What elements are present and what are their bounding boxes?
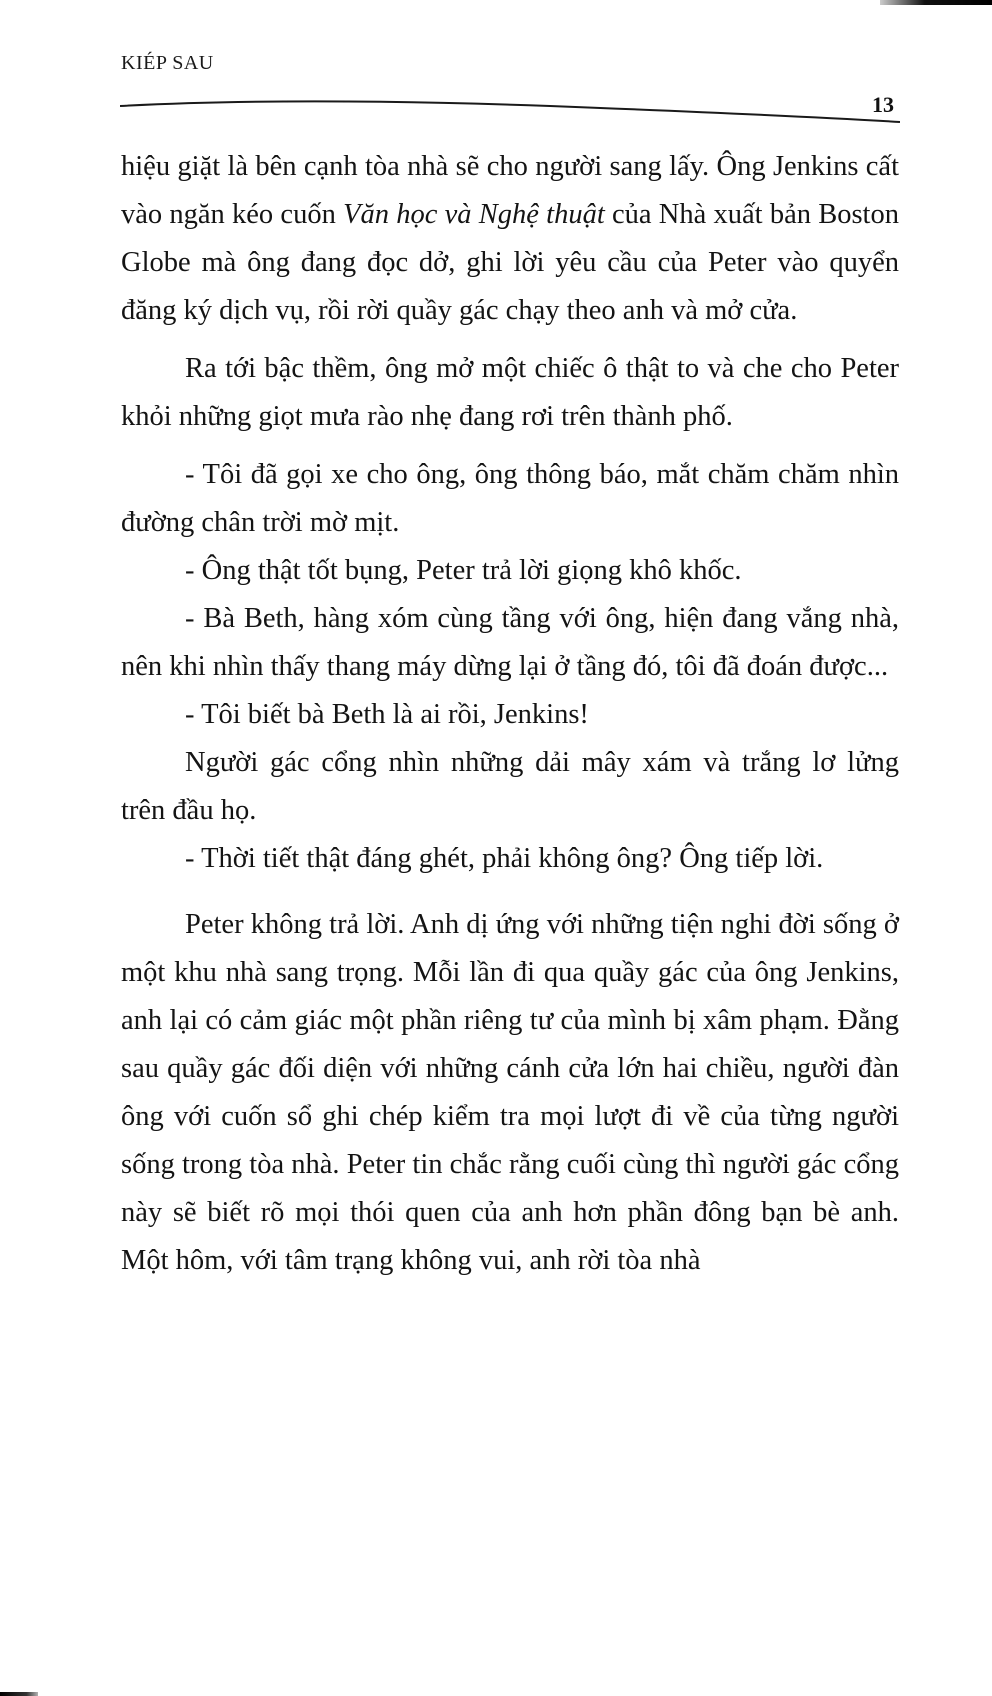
scan-edge-shadow-top <box>880 0 992 5</box>
paragraph-8-dialogue: - Thời tiết thật đáng ghét, phải không ông? Ông tiếp lời. <box>185 843 824 874</box>
page-body-text <box>121 143 899 1285</box>
header-rule-divider <box>120 100 900 124</box>
book-title-italic: Văn học và Nghệ thuật <box>343 199 605 230</box>
paragraph-4-dialogue: - Ông thật tốt bụng, Peter trả lời giọng khô khốc. <box>185 555 742 586</box>
paragraph-2: Ra tới bậc thềm, ông mở một chiếc ô thật to và che cho Peter khỏi những giọt mưa rào nhẹ đang rơi trên thành phố. <box>121 353 899 432</box>
paragraph-3-dialogue: - Tôi đã gọi xe cho ông, ông thông báo, mắt chăm chăm nhìn đường chân trời mờ mịt. <box>121 459 899 538</box>
paragraph-1-text-a: hiệu giặt là bên cạnh tòa nhà sẽ cho người sang lấy. Ông Jenkins cất vào ngăn kéo cuốn <box>121 151 899 230</box>
scan-edge-shadow-bottom <box>0 1692 38 1696</box>
page-number: 13 <box>872 92 894 117</box>
paragraph-7: Người gác cổng nhìn những dải mây xám và trắng lơ lửng trên đầu họ. <box>121 747 899 826</box>
paragraph-6-dialogue: - Tôi biết bà Beth là ai rồi, Jenkins! <box>185 699 589 730</box>
paragraph-5-dialogue: - Bà Beth, hàng xóm cùng tầng với ông, hiện đang vắng nhà, nên khi nhìn thấy thang máy dừng lại ở tầng đó, tôi đã đoán được... <box>121 603 899 682</box>
running-head-title: KIÉP SAU <box>121 52 214 74</box>
paragraph-1 <box>121 143 899 335</box>
paragraph-1-text-b: của Nhà xuất bản Boston Globe mà ông đang đọc dở, ghi lời yêu cầu của Peter vào quyển đăng ký dịch vụ, rồi rời quầy gác chạy theo anh và mở cửa. <box>121 199 899 326</box>
paragraph-9: Peter không trả lời. Anh dị ứng với những tiện nghi đời sống ở một khu nhà sang trọng. Mỗi lần đi qua quầy gác của ông Jenkins, anh lại có cảm giác một phần riêng tư của mình bị xâm phạm. Đằng sau quầy gác đối diện với những cánh cửa lớn hai chiều, người đàn ông với cuốn sổ ghi chép kiểm tra mọi lượt đi về của từng người sống trong tòa nhà. Peter tin chắc rằng cuối cùng thì người gác cổng này sẽ biết rõ mọi thói quen của anh hơn phần đông bạn bè anh. Một hôm, với tâm trạng không vui, anh rời tòa nhà <box>121 909 899 1276</box>
